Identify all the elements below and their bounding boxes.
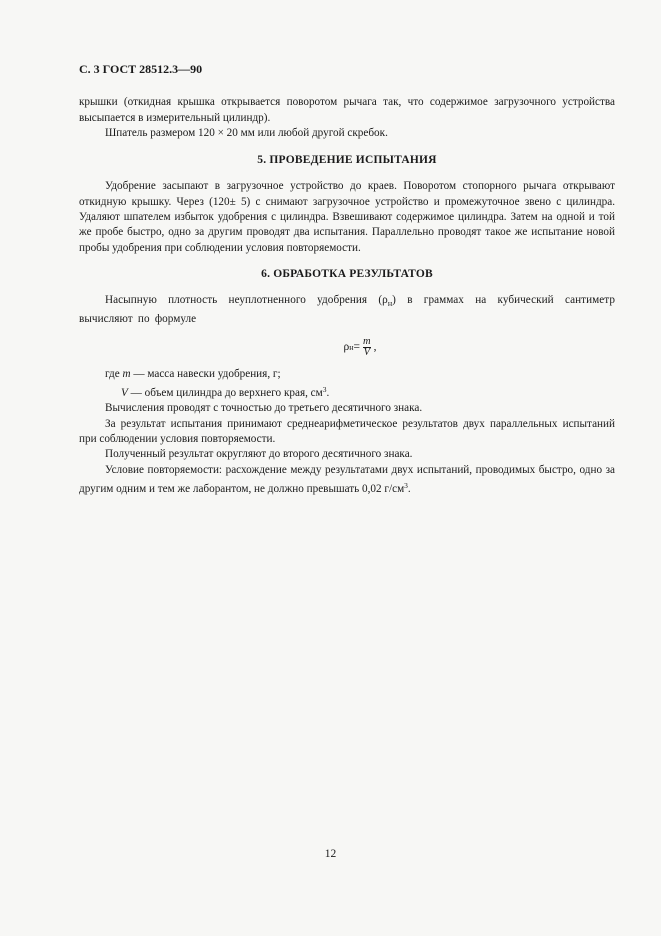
section-6-intro: Насыпную плотность неуплотненного удобрения $(\rho_н)$ в граммах на кубический сантиметр вычисляют по формуле: [79, 294, 615, 325]
formula-numerator: m: [363, 335, 371, 347]
page-number: 12: [324, 848, 337, 860]
paragraph-continuation: крышки (откидная крышка открывается поворотом рычага так, что содержимое загрузочного устройства высыпается в измерительный цилиндр).: [79, 96, 615, 124]
formula-tail: ,: [373, 340, 377, 353]
formula-lhs-subscript: н: [349, 342, 354, 352]
page-header: С. 3 ГОСТ 28512.3—90: [79, 62, 203, 76]
formula-equals: =: [353, 340, 361, 353]
formula-denominator: V: [363, 346, 371, 358]
where-m-line: где m — масса навески удобрения, г;: [105, 367, 281, 380]
where-v-line: V — объем цилиндра до верхнего края, $см^3$.: [121, 385, 330, 400]
density-formula: [79, 337, 615, 359]
section-6-result: За результат испытания принимают среднеарифметическое результатов двух параллельных испытаний при соблюдении условия повторяемости.: [79, 417, 615, 446]
section-6-precision: Вычисления проводят с точностью до третьего десятичного знака.: [105, 402, 423, 415]
section-5-title: 5. ПРОВЕДЕНИЕ ИСПЫТАНИЯ: [257, 154, 437, 167]
section-5-paragraph: Удобрение засыпают в загрузочное устройство до краев. Поворотом стопорного рычага открывают откидную крышку. Через (120± 5) с снимают загрузочное устройство и промежуточное звено с цилиндра. Удаляют шпателем избыток удобрения с цилиндра. Взвешивают содержимое цилиндра. Затем на одной и той же пробе быстро, одно за другим проводят два испытания. Параллельно проводят такое же испытание новой пробы удобрения при соблюдении условия повторяемости.: [79, 180, 615, 254]
section-6-rounding: Полученный результат округляют до второго десятичного знака.: [105, 448, 413, 461]
document-page: [79, 62, 615, 497]
section-6-title: 6. ОБРАБОТКА РЕЗУЛЬТАТОВ: [261, 267, 433, 280]
formula-lhs: ρ: [343, 340, 350, 353]
section-6-repeatability: Условие повторяемости: расхождение между результатами двух испытаний, проводимых быстро, одно за другим одним и тем же лаборантом, не должно превышать 0,02 $г/см^3$.: [79, 463, 615, 495]
formula-fraction: [362, 337, 372, 358]
paragraph-spatula: Шпатель размером 120 × 20 мм или любой другой скребок.: [105, 126, 388, 139]
